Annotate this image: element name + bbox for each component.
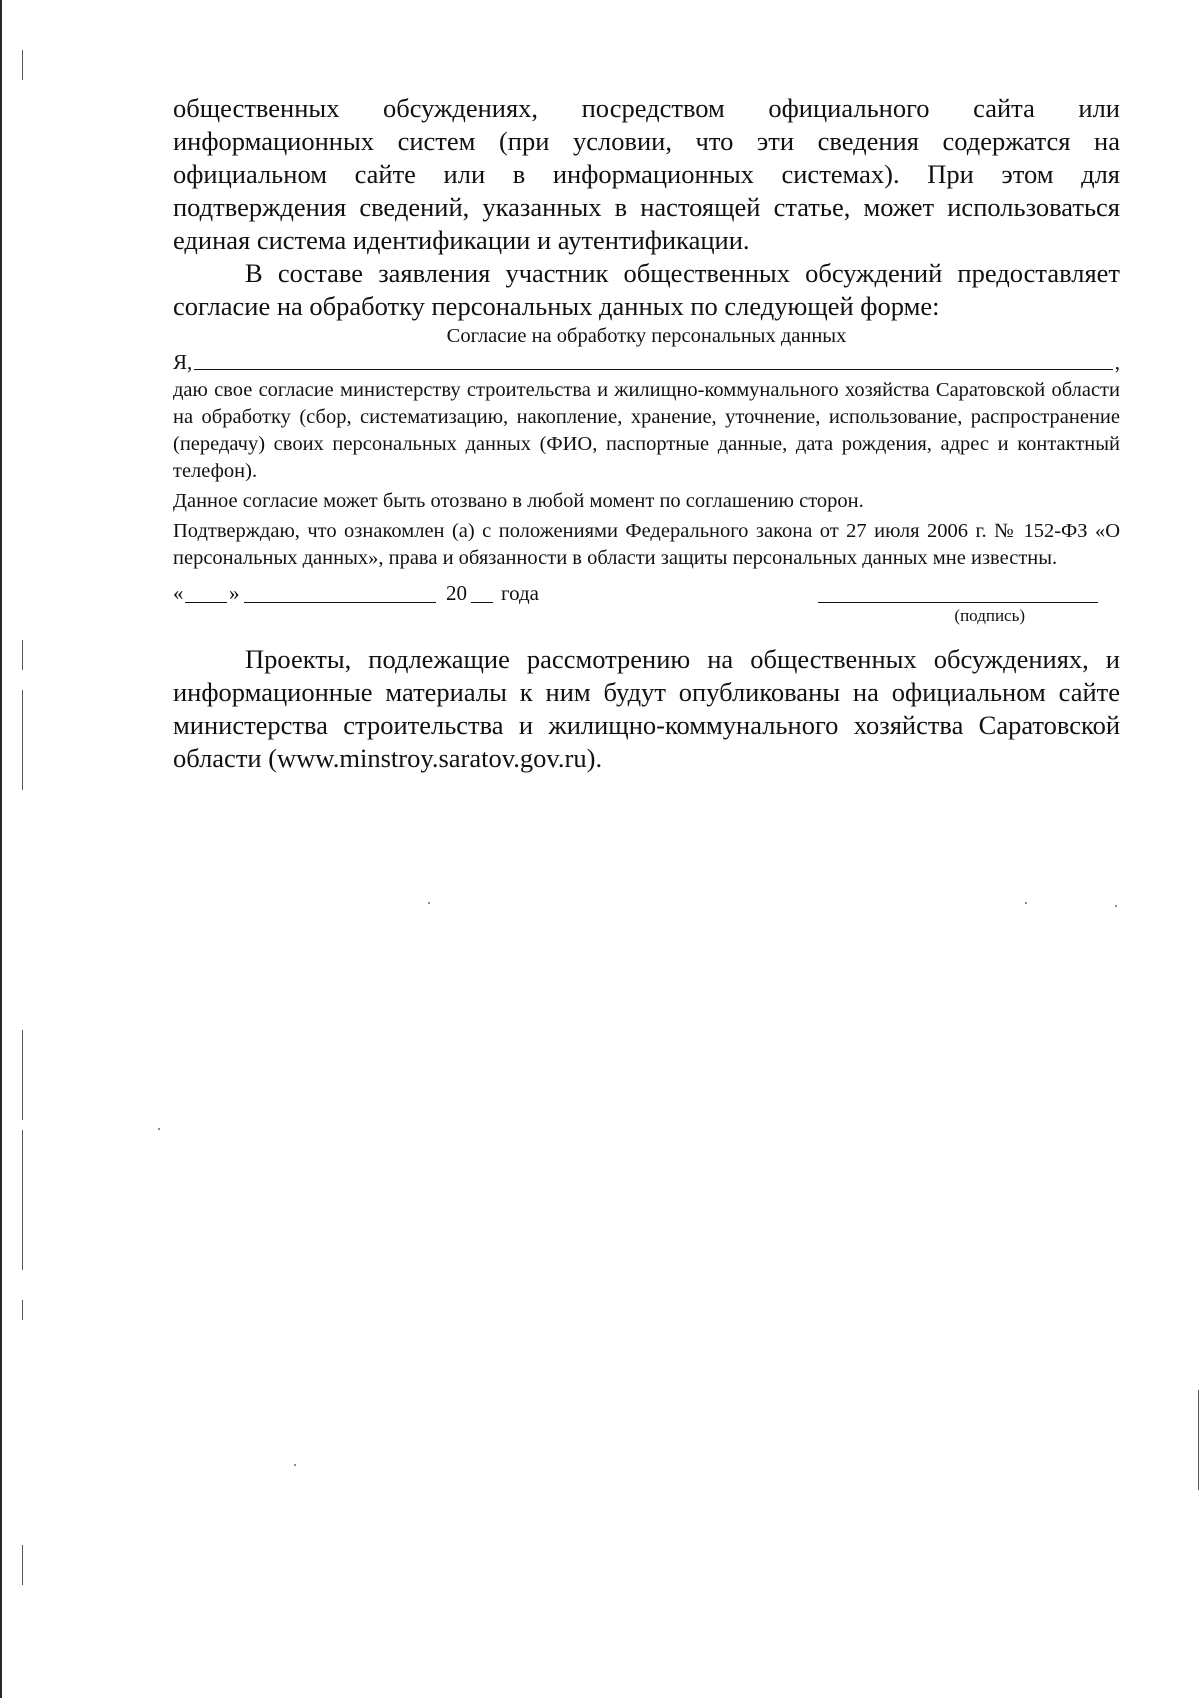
scan-edge bbox=[0, 0, 2, 1698]
date-open-quote: « bbox=[173, 581, 184, 605]
scan-dot bbox=[294, 1464, 296, 1466]
document-content bbox=[173, 92, 1120, 775]
paragraph-publication: Проекты, подлежащие рассмотрению на общественных обсуждениях, и информационные материалы к ним будут опубликованы на официальном сайте министерства строительства и жилищно-коммунального хозяйства Саратовской области (www.minstroy.saratov.gov.ru). bbox=[173, 644, 1120, 773]
revoke-text: Данное согласие может быть отозвано в любой момент по соглашению сторон. bbox=[173, 490, 864, 512]
day-blank bbox=[185, 602, 227, 603]
date-close-quote: » bbox=[229, 581, 240, 605]
signature-blank bbox=[818, 602, 1098, 603]
name-blank bbox=[194, 369, 1112, 370]
scan-mark bbox=[22, 690, 23, 790]
consent-text: даю свое согласие министерству строительства и жилищно-коммунального хозяйства Саратовской области на обработку (сбор, систематизацию, накопление, хранение, уточнение, использование, распространение (передачу) своих персональных данных (ФИО, паспортные данные, дата рождения, адрес и контактный телефон). bbox=[173, 379, 1120, 482]
month-blank bbox=[244, 602, 436, 603]
scan-mark bbox=[1198, 1390, 1199, 1490]
scan-mark bbox=[22, 50, 23, 80]
date-year-word: года bbox=[501, 581, 539, 605]
confirm-text: Подтверждаю, что ознакомлен (а) с положениями Федерального закона от 27 июля 2006 г. № 152-ФЗ «О персональных данных», права и обязанности в области защиты персональных данных мне известны. bbox=[173, 520, 1120, 569]
scan-mark bbox=[22, 1545, 23, 1585]
scan-dot bbox=[1025, 902, 1027, 904]
date-signature-row: « » 20 года (подпись) bbox=[173, 578, 1120, 608]
scan-mark bbox=[22, 1130, 23, 1270]
scan-mark bbox=[22, 1300, 23, 1320]
name-field-line bbox=[173, 349, 1120, 375]
scan-mark bbox=[22, 640, 23, 670]
paragraph-application-consent: В составе заявления участник общественных обсуждений предоставляет согласие на обработку персональных данных по следующей форме: bbox=[173, 258, 1120, 321]
name-suffix: , bbox=[1114, 350, 1120, 374]
year-blank bbox=[471, 602, 493, 603]
consent-title: Согласие на обработку персональных данных bbox=[446, 325, 847, 347]
paragraph-public-discussions: общественных обсуждениях, посредством официального сайта или информационных систем (при условии, что эти сведения содержатся на официальном сайте или в информационных системах). При этом для подтверждения сведений, указанных в настоящей статье, может использоваться единая система идентификации и аутентификации. bbox=[173, 93, 1120, 255]
scan-dot bbox=[1115, 905, 1117, 907]
scan-dot bbox=[428, 902, 430, 904]
name-prefix: Я, bbox=[173, 350, 193, 374]
scan-mark bbox=[22, 1030, 23, 1120]
scan-dot bbox=[158, 1128, 160, 1130]
date-year-prefix: 20 bbox=[446, 581, 467, 605]
